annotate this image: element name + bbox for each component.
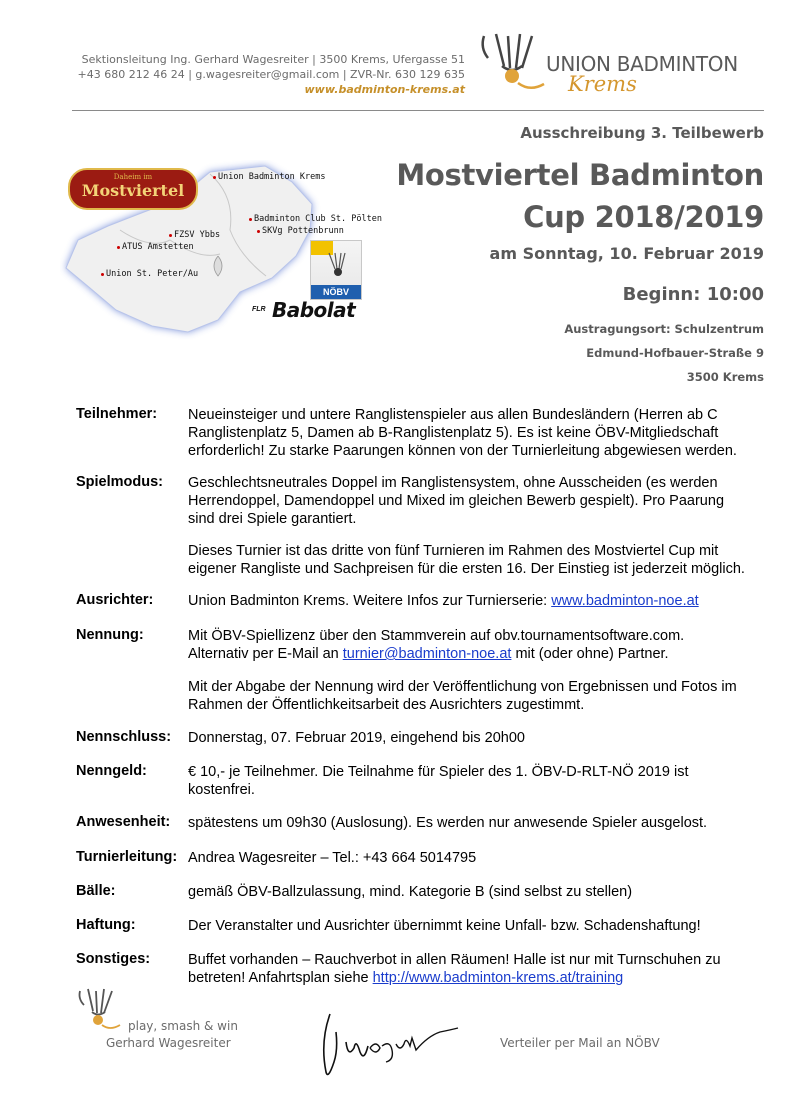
link-anfahrtsplan[interactable]: http://www.badminton-krems.at/training bbox=[372, 970, 624, 986]
text-line: Andrea Wagesreiter – Tel.: +43 664 5014795 bbox=[188, 850, 477, 866]
page-title-line1: Mostviertel Badminton bbox=[396, 158, 764, 192]
label-anwesenheit: Anwesenheit: bbox=[76, 814, 171, 830]
footer-slogan: play, smash & win bbox=[128, 1019, 238, 1033]
footer-name: Gerhard Wagesreiter bbox=[106, 1036, 231, 1050]
club-label: Union Badminton Krems bbox=[218, 172, 326, 182]
value-ausrichter bbox=[188, 592, 768, 610]
text-line: kostenfrei. bbox=[188, 782, 255, 798]
text-line: Neueinsteiger und untere Ranglistenspieler aus allen Bundesländern (Herren ab C bbox=[188, 407, 718, 423]
map-marker bbox=[101, 273, 104, 276]
map-marker bbox=[213, 176, 216, 179]
club-label: Union St. Peter/Au bbox=[106, 269, 199, 279]
text-line: mit (oder ohne) Partner. bbox=[511, 646, 669, 662]
text-line: sind drei Spiele garantiert. bbox=[188, 511, 357, 527]
value-sonstiges bbox=[188, 951, 778, 987]
mostviertel-badge bbox=[68, 168, 198, 210]
start-time: Beginn: 10:00 bbox=[622, 284, 764, 305]
noebv-logo bbox=[310, 240, 362, 300]
header-address: Sektionsleitung Ing. Gerhard Wagesreiter | 3500 Krems, Ufergasse 51 bbox=[81, 53, 465, 66]
map-marker bbox=[249, 218, 252, 221]
link-email-turnier[interactable]: turnier@badminton-noe.at bbox=[342, 646, 512, 662]
venue-line2: Edmund-Hofbauer-Straße 9 bbox=[586, 346, 764, 360]
venue-line3: 3500 Krems bbox=[686, 370, 764, 384]
club-label: Badminton Club St. Pölten bbox=[254, 214, 382, 224]
logo-krems: Krems bbox=[568, 72, 637, 96]
text-line: eigener Rangliste und Sachpreisen für die ersten 16. Der Einstieg ist jederzeit möglich. bbox=[188, 561, 745, 577]
value-cup-info bbox=[188, 542, 778, 578]
value-anwesenheit bbox=[188, 814, 768, 832]
club-label: SKVg Pottenbrunn bbox=[262, 226, 344, 236]
value-nennung-consent bbox=[188, 678, 778, 714]
logo-union-badminton: UNION BADMINTON bbox=[546, 52, 738, 76]
event-date: am Sonntag, 10. Februar 2019 bbox=[489, 244, 764, 263]
noebv-label: NÖBV bbox=[311, 285, 361, 299]
babolat-logo: Babolat bbox=[272, 298, 356, 322]
signature bbox=[312, 1002, 462, 1082]
header-contact: +43 680 212 46 24 | g.wagesreiter@gmail.com | ZVR-Nr. 630 129 635 bbox=[77, 68, 465, 81]
text-line: Union Badminton Krems. Weitere Infos zur Turnierserie: bbox=[188, 593, 552, 609]
text-line: Geschlechtsneutrales Doppel im Ranglistensystem, ohne Ausscheiden (es werden bbox=[188, 475, 718, 491]
value-teilnehmer bbox=[188, 406, 768, 460]
label-nennschluss: Nennschluss: bbox=[76, 729, 172, 745]
value-turnierleitung bbox=[188, 849, 768, 867]
text-line: Buffet vorhanden – Rauchverbot in allen Räumen! Halle ist nur mit Turnschuhen zu bbox=[188, 952, 721, 968]
club-label: FZSV Ybbs bbox=[174, 230, 221, 240]
subtitle: Ausschreibung 3. Teilbewerb bbox=[520, 124, 764, 142]
header-website[interactable]: www.badminton-krems.at bbox=[304, 83, 465, 96]
map-marker bbox=[117, 246, 120, 249]
shuttlecock-icon bbox=[325, 251, 349, 279]
text-line: Mit ÖBV-Spiellizenz über den Stammverein auf obv.tournamentsoftware.com. bbox=[188, 628, 685, 644]
text-line: Donnerstag, 07. Februar 2019, eingehend bis 20h00 bbox=[188, 730, 525, 746]
value-baelle bbox=[188, 883, 768, 901]
page-title-line2: Cup 2018/2019 bbox=[523, 200, 764, 234]
label-baelle: Bälle: bbox=[76, 883, 116, 899]
babolat-prefix: FLR bbox=[252, 306, 266, 313]
header-divider bbox=[72, 110, 764, 111]
value-haftung bbox=[188, 917, 778, 935]
link-badminton-noe[interactable]: www.badminton-noe.at bbox=[551, 593, 699, 609]
label-turnierleitung: Turnierleitung: bbox=[76, 849, 178, 865]
label-nennung: Nennung: bbox=[76, 627, 144, 643]
footer-distribution: Verteiler per Mail an NÖBV bbox=[500, 1036, 660, 1050]
map-marker bbox=[257, 230, 260, 233]
label-ausrichter: Ausrichter: bbox=[76, 592, 154, 608]
badge-main-text: Mostviertel bbox=[81, 181, 185, 200]
text-line: betreten! Anfahrtsplan siehe bbox=[188, 970, 373, 986]
value-nennung bbox=[188, 627, 768, 663]
value-spielmodus bbox=[188, 474, 768, 528]
badge-top-text: Daheim im bbox=[113, 173, 153, 181]
text-line: Dieses Turnier ist das dritte von fünf Turnieren im Rahmen des Mostviertel Cup mit bbox=[188, 543, 719, 559]
label-haftung: Haftung: bbox=[76, 917, 136, 933]
label-spielmodus: Spielmodus: bbox=[76, 474, 164, 490]
label-nenngeld: Nenngeld: bbox=[76, 763, 147, 779]
label-sonstiges: Sonstiges: bbox=[76, 951, 151, 967]
text-line: Ranglistenplatz 5, Damen ab B-Ranglistenplatz 5). Es ist keine ÖBV-Mitgliedschaft bbox=[188, 425, 719, 441]
text-line: gemäß ÖBV-Ballzulassung, mind. Kategorie B (sind selbst zu stellen) bbox=[188, 884, 633, 900]
value-nenngeld bbox=[188, 763, 768, 799]
shuttlecock-footer-icon bbox=[76, 985, 126, 1035]
text-line: Der Veranstalter und Ausrichter übernimmt keine Unfall- bzw. Schadenshaftung! bbox=[188, 918, 701, 934]
label-teilnehmer: Teilnehmer: bbox=[76, 406, 158, 422]
text-line: Alternativ per E-Mail an bbox=[188, 646, 343, 662]
text-line: Mit der Abgabe der Nennung wird der Veröffentlichung von Ergebnissen und Fotos im bbox=[188, 679, 737, 695]
text-line: Herrendoppel, Damendoppel und Mixed im gleichen Bewerb gespielt). Pro Paarung bbox=[188, 493, 725, 509]
value-nennschluss bbox=[188, 729, 768, 747]
venue-line1: Austragungsort: Schulzentrum bbox=[564, 322, 764, 336]
text-line: € 10,- je Teilnehmer. Die Teilnahme für Spieler des 1. ÖBV-D-RLT-NÖ 2019 ist bbox=[188, 764, 689, 780]
text-line: erforderlich! Zu starke Paarungen können von der Turnierleitung abgewiesen werden. bbox=[188, 443, 737, 459]
text-line: Rahmen der Öffentlichkeitsarbeit des Ausrichters zugestimmt. bbox=[188, 697, 585, 713]
club-label: ATUS Amstetten bbox=[122, 242, 194, 252]
map-marker bbox=[169, 234, 172, 237]
text-line: spätestens um 09h30 (Auslosung). Es werden nur anwesende Spieler ausgelost. bbox=[188, 815, 708, 831]
